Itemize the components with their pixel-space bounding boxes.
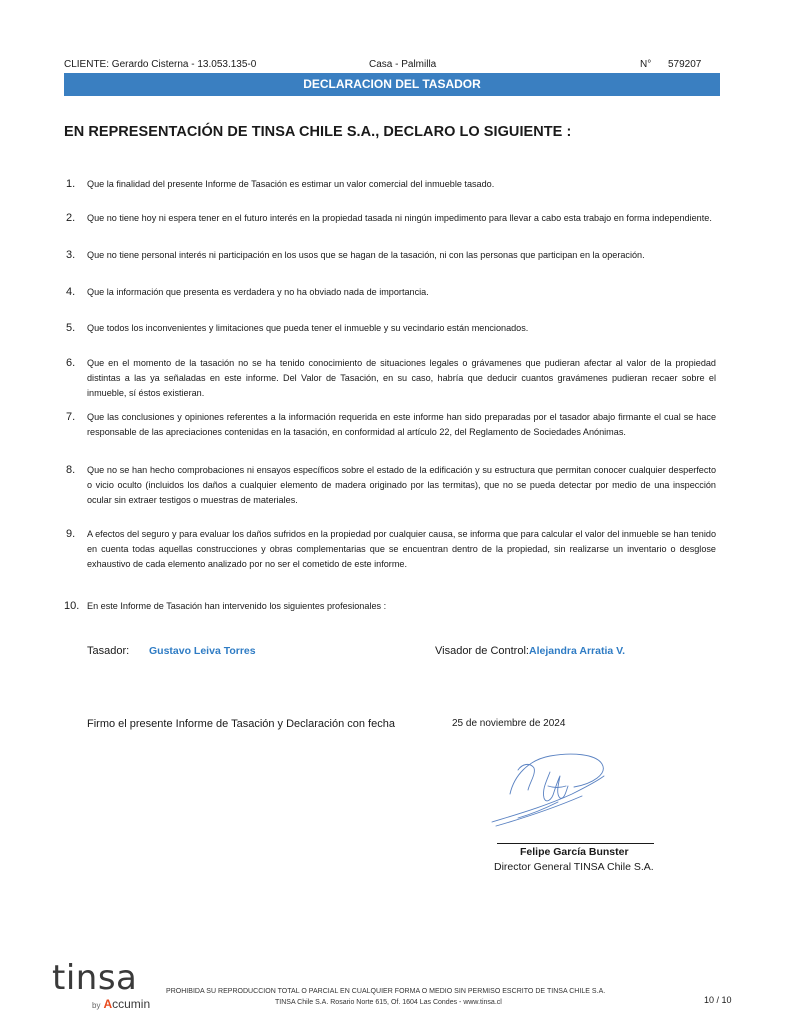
accumin-initial: A: [103, 997, 113, 1011]
item-text: Que la finalidad del presente Informe de Tasación es estimar un valor comercial del inmueble tasado.: [87, 179, 495, 189]
item-number: 2.: [66, 212, 76, 224]
page-number: 10 / 10: [704, 995, 732, 1005]
item-number: 10.: [64, 600, 80, 612]
client-info: CLIENTE: Gerardo Cisterna - 13.053.135-0: [64, 59, 257, 70]
main-heading: EN REPRESENTACIÓN DE TINSA CHILE S.A., DECLARO LO SIGUIENTE :: [64, 124, 572, 140]
item-text: Que no tiene hoy ni espera tener en el futuro interés en la propiedad tasada ni ningún impedimento para llevar a cabo esta trabajo en forma independiente.: [87, 213, 712, 223]
accumin-wordmark: [103, 997, 150, 1011]
tasador-name: Gustavo Leiva Torres: [149, 645, 256, 657]
item-number: 4.: [66, 286, 76, 298]
item-text: Que las conclusiones y opiniones referentes a la información requerida en este informe han sido preparadas por el tasador abajo firmante el cual se hace responsable de las apreciaciones contenidas en la tasación, en conformidad al artículo 22, del Reglamento de Sociedades Anónimas.: [87, 412, 716, 437]
property-type: Casa - Palmilla: [369, 59, 437, 70]
visador-label: Visador de Control:: [435, 645, 529, 657]
signer-name: Felipe García Bunster: [520, 846, 629, 858]
item-text: Que no se han hecho comprobaciones ni ensayos específicos sobre el estado de la edificación y su estructura que permitan conocer cualquier desperfecto o vicio oculto (incluidos los daños a cualquier elemento de madera originado por las termitas), que no se pueda detectar por medio de una inspección ocular sin extraer testigos o muestras de materiales.: [87, 465, 716, 505]
report-number-label: N°: [640, 59, 652, 70]
signing-date: 25 de noviembre de 2024: [452, 718, 566, 729]
report-number: 579207: [668, 59, 702, 70]
signing-statement: Firmo el presente Informe de Tasación y Declaración con fecha: [87, 718, 395, 730]
item-number: 1.: [66, 178, 76, 190]
item-number: 6.: [66, 357, 76, 369]
item-text: Que la información que presenta es verdadera y no ha obviado nada de importancia.: [87, 287, 429, 297]
footer-address: TINSA Chile S.A. Rosario Norte 615, Of. 1604 Las Condes - www.tinsa.cl: [275, 999, 502, 1006]
logo-byline: [92, 997, 150, 1011]
item-text: En este Informe de Tasación han intervenido los siguientes profesionales :: [87, 601, 387, 611]
item-number: 8.: [66, 464, 76, 476]
section-title-bar: DECLARACION DEL TASADOR: [64, 73, 720, 96]
visador-name: Alejandra Arratia V.: [529, 645, 626, 657]
logo-by-text: by: [92, 1001, 101, 1010]
tasador-label: Tasador:: [87, 645, 130, 657]
item-text: Que no tiene personal interés ni participación en los usos que se hagan de la tasación, ni con las personas que participan en la operación.: [87, 250, 645, 260]
footer-copyright: PROHIBIDA SU REPRODUCCION TOTAL O PARCIAL EN CUALQUIER FORMA O MEDIO SIN PERMISO ESCRITO DE TINSA CHILE S.A.: [166, 988, 606, 995]
header-line: [64, 59, 720, 72]
item-text: Que todos los inconvenientes y limitaciones que pueda tener el inmueble y su vecindario están mencionados.: [87, 323, 529, 333]
item-text: A efectos del seguro y para evaluar los daños sufridos en la propiedad por cualquier causa, se informa que para calcular el valor del inmueble se han tenido en cuenta todas aquellas construcciones y obras complementarias que se encuentran dentro de la propiedad, sin realizarse un inventario o desglose exhaustivo de cada elemento analizado por no ser el cometido de este informe.: [87, 529, 716, 569]
item-number: 5.: [66, 322, 76, 334]
accumin-rest: ccumin: [112, 997, 151, 1011]
item-text: Que en el momento de la tasación no se ha tenido conocimiento de situaciones legales o grávamenes que pudieran afectar al valor de la propiedad distintas a las ya señaladas en este informe. Del Valor de Tasación, en su caso, habría que deducir cuantos gravámenes pudieran recaer sobre el inmueble, sí éstos existieran.: [87, 358, 716, 398]
handwritten-signature: [488, 742, 618, 842]
signer-role: Director General TINSA Chile S.A.: [494, 861, 654, 873]
item-number: 3.: [66, 249, 76, 261]
item-number: 9.: [66, 528, 76, 540]
logo-wordmark: tinsa: [52, 958, 138, 998]
item-number: 7.: [66, 411, 76, 423]
signature-line: [497, 843, 654, 844]
tinsa-logo: [52, 960, 162, 1012]
